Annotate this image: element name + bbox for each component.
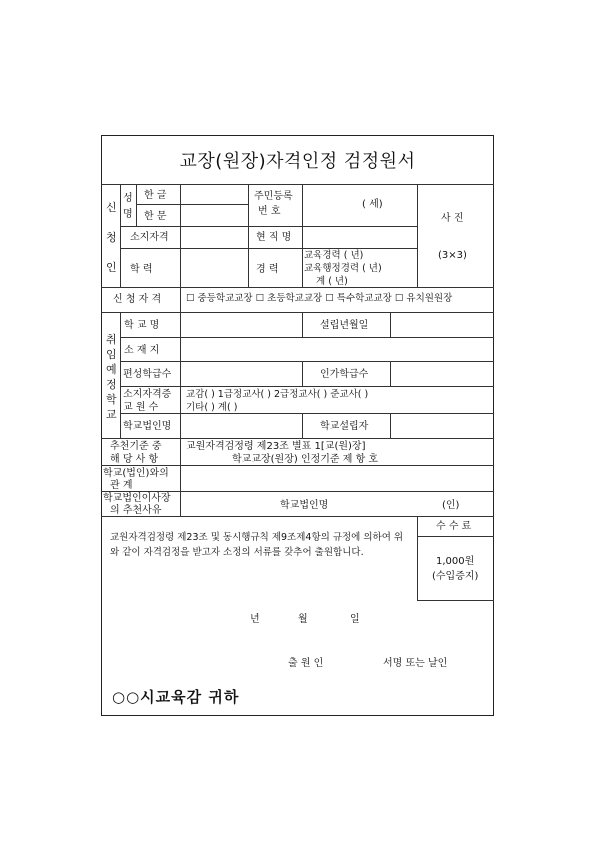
- relation-label-1: 학교(법인)와의: [103, 468, 169, 479]
- recommend-label-1: 학교법인이사장: [103, 493, 171, 504]
- rule: [101, 184, 494, 185]
- career-label: 경 력: [256, 264, 279, 275]
- date-day: 일: [350, 614, 360, 625]
- apply-qual-options: ☐ 중등학교교장 ☐ 초등학교교장 ☐ 특수학교교장 ☐ 유치원원장: [186, 293, 453, 304]
- applicant-side-label-1: 신: [106, 201, 117, 214]
- rule: [302, 413, 303, 438]
- rule: [136, 204, 248, 205]
- fee-stamp: (수입증지): [432, 571, 479, 582]
- rule: [120, 413, 494, 414]
- fee-label: 수 수 료: [436, 521, 472, 532]
- career-line-2: 교육행정경력 ( 년): [304, 263, 382, 274]
- classes-label: 편성학급수: [123, 369, 172, 380]
- rule: [136, 184, 137, 226]
- relation-label-2: 관 계: [110, 480, 133, 491]
- applicant-sign-text: 서명 또는 날인: [383, 658, 448, 669]
- career-line-1: 교육경력 ( 년): [304, 250, 364, 261]
- rule: [120, 337, 494, 338]
- career-line-3: 계 ( 년): [316, 276, 348, 287]
- teacher-label-2: 교 원 수: [123, 402, 159, 413]
- photo-label: 사 진: [441, 213, 464, 224]
- rule: [101, 312, 494, 313]
- photo-size: (3×3): [438, 250, 467, 261]
- rule: [417, 184, 418, 287]
- rule: [120, 184, 121, 287]
- school-side-label-2: 임: [106, 348, 117, 361]
- addressee: ○○시교육감 귀하: [112, 688, 240, 706]
- held-cert-label: 소지자격: [130, 232, 169, 243]
- rule: [248, 184, 249, 287]
- school-side-label-6: 교: [106, 408, 117, 421]
- name-label-2: 명: [123, 209, 133, 220]
- current-job-label: 현 직 명: [256, 232, 292, 243]
- age-field: ( 세): [362, 199, 383, 210]
- rule: [180, 438, 181, 516]
- rule: [101, 438, 494, 439]
- recommend-corp-name: 학교법인명: [280, 500, 329, 511]
- name-hanja-label: 한 문: [144, 211, 167, 222]
- name-korean-label: 한 글: [144, 190, 167, 201]
- rule: [180, 312, 181, 438]
- applicant-sign-label: 출 원 인: [288, 658, 324, 669]
- rule: [101, 516, 494, 517]
- apply-qual-label: 신 청 자 격: [113, 294, 162, 305]
- corp-name-label: 학교법인명: [123, 421, 172, 432]
- school-side-label-1: 취: [106, 333, 117, 346]
- fee-amount: 1,000원: [436, 556, 475, 567]
- rule: [417, 536, 494, 537]
- criteria-label-2: 해 당 사 항: [110, 454, 159, 465]
- rule: [302, 361, 303, 386]
- rule: [390, 413, 391, 438]
- teacher-line-1: 교감( ) 1급정교사( ) 2급정교사( ) 준교사( ): [186, 389, 369, 400]
- rule: [101, 287, 494, 288]
- teacher-label-1: 소지자격증: [123, 389, 172, 400]
- address-label: 소 재 지: [124, 345, 160, 356]
- rule: [417, 600, 494, 601]
- school-side-label-3: 예: [106, 363, 117, 376]
- form-title: 교장(원장)자격인정 검정원서: [179, 151, 416, 172]
- application-statement: 교원자격검정령 제23조 및 동시행규칙 제9조제4항의 규정에 의하여 위와 같이 자격검정을 받고자 소정의 서류를 갖추어 출원합니다.: [110, 532, 404, 558]
- rule: [390, 361, 391, 386]
- approved-classes-label: 인가학급수: [320, 369, 369, 380]
- school-side-label-5: 학: [106, 393, 117, 406]
- rule: [101, 465, 494, 466]
- recommend-seal: (인): [442, 500, 460, 511]
- rule: [120, 386, 494, 387]
- criteria-line-2: 학교교장(원장) 인정기준 제 항 호: [232, 454, 379, 465]
- rule: [417, 516, 418, 600]
- school-name-label: 학 교 명: [124, 320, 160, 331]
- rule: [101, 491, 494, 492]
- resident-no-label-2: 번 호: [258, 206, 281, 217]
- applicant-side-label-3: 인: [106, 261, 117, 274]
- rule: [120, 226, 417, 227]
- rule: [302, 184, 303, 287]
- rule: [120, 248, 417, 249]
- school-side-label-4: 정: [106, 378, 117, 391]
- founded-label: 설립년월일: [320, 320, 369, 331]
- rule: [390, 312, 391, 337]
- education-label: 학 력: [130, 264, 153, 275]
- rule: [120, 361, 494, 362]
- criteria-line-1: 교원자격검정령 제23조 별표 1[교(원)장]: [186, 441, 366, 452]
- applicant-side-label-2: 청: [106, 231, 117, 244]
- date-year: 년: [250, 614, 260, 625]
- name-label-1: 성: [123, 193, 133, 204]
- rule: [180, 287, 181, 312]
- criteria-label-1: 추천기준 중: [110, 441, 162, 452]
- teacher-line-2: 기타( ) 계( ): [186, 402, 238, 413]
- date-month: 월: [298, 614, 308, 625]
- rule: [180, 184, 181, 287]
- founder-label: 학교설립자: [320, 421, 369, 432]
- rule: [302, 312, 303, 337]
- resident-no-label-1: 주민등록: [254, 191, 293, 202]
- recommend-label-2: 의 추천사유: [110, 505, 162, 516]
- rule: [120, 312, 121, 438]
